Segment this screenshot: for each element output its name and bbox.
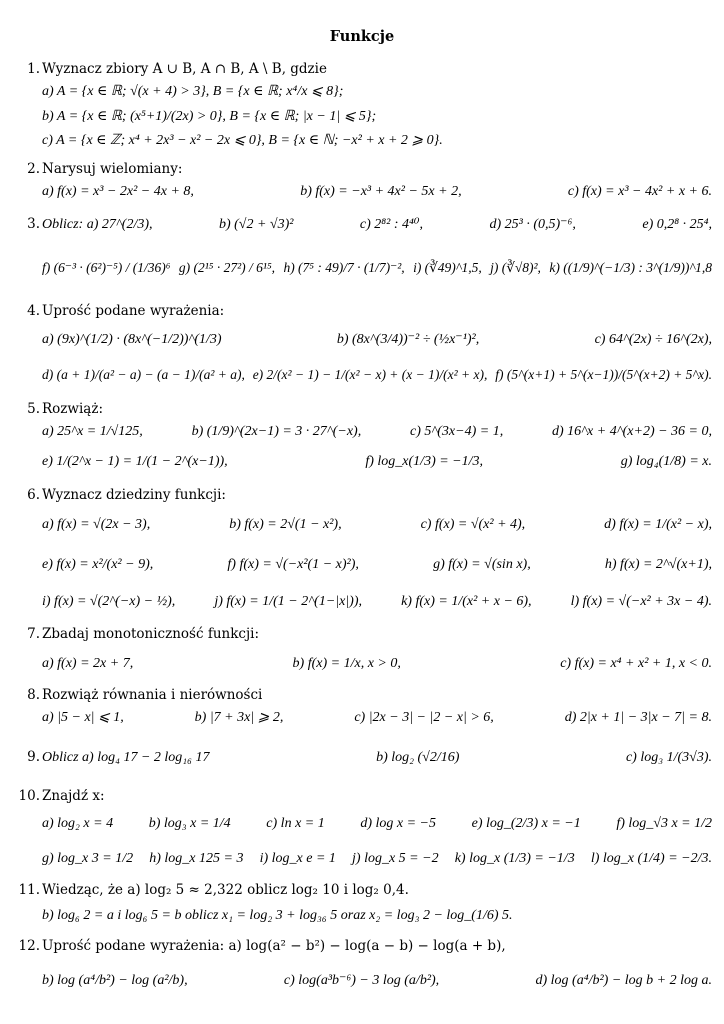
problem-number: 7. [27, 626, 40, 642]
math-expression: j) f(x) = 1/(1 − 2^(1−|x|)), [214, 594, 363, 609]
math-expression: d) 16^x + 4^(x+2) − 36 = 0, [551, 424, 712, 439]
math-expression: a) A = {x ∈ ℝ; √(x + 4) > 3}, B = {x ∈ ℝ; x⁴/x ⩽ 8}; [42, 84, 344, 99]
math-expression: k) f(x) = 1/(x² + x − 6), [401, 594, 532, 609]
math-expression: a) log₂ x = 4 [42, 816, 114, 831]
math-expression: d) 2|x + 1| − 3|x − 7| = 8. [564, 710, 712, 725]
problem-line [42, 360, 712, 390]
problem-line [42, 901, 712, 931]
problem-line [42, 253, 712, 283]
math-expression: b) (√2 + √3)² [218, 217, 294, 232]
math-expression: b) f(x) = 2√(1 − x²), [229, 517, 342, 532]
math-expression: b) log (a⁴/b²) − log (a²/b), [42, 973, 188, 988]
problem-heading [42, 625, 712, 645]
math-expression: g) log₄(1/8) = x. [620, 454, 712, 469]
problem-line [42, 417, 712, 447]
math-expression: k) ((1/9)^(−1/3) : 3^(1/9))^1,8 [549, 260, 712, 276]
math-expression: a) f(x) = 2x + 7, [42, 656, 134, 671]
math-expression: Oblicz a) log₄ 17 − 2 log₁₆ 17 [42, 750, 210, 765]
problem-heading-text: Uprość podane wyrażenia: [42, 303, 225, 320]
problem-line [42, 210, 712, 240]
problem-number: 9. [27, 749, 40, 765]
problem-heading-text: Wyznacz zbiory A ∪ B, A ∩ B, A \ B, gdzie [42, 61, 327, 78]
math-expression: Oblicz: a) 27^(2/3), [42, 217, 153, 232]
math-expression: h) log_x 125 = 3 [149, 851, 244, 866]
math-expression: g) f(x) = √(sin x), [433, 557, 531, 572]
problem-heading [42, 787, 712, 807]
math-expression: d) log (a⁴/b²) − log b + 2 log a. [535, 973, 713, 988]
problem-line [42, 550, 712, 580]
math-expression: c) f(x) = x³ − 4x² + x + 6. [567, 184, 712, 199]
math-expression: j) (∛√8)², [490, 260, 541, 276]
math-expression: e) 0,2⁸ · 25⁴, [642, 217, 712, 232]
math-expression: g) log_x 3 = 1/2 [42, 851, 134, 866]
problem-line [42, 325, 712, 355]
math-expression: b) f(x) = 1/x, x > 0, [292, 656, 401, 671]
problem-number: 11. [18, 882, 40, 898]
math-expression: b) log₂ (√2/16) [376, 750, 460, 765]
problem-heading-text: Narysuj wielomiany: [42, 161, 183, 178]
math-expression: f) log_x(1/3) = −1/3, [365, 454, 484, 469]
math-expression: l) f(x) = √(−x² + 3x − 4). [570, 594, 712, 609]
problem-heading [42, 302, 712, 322]
problem-heading-text: Znajdź x: [42, 788, 105, 805]
problem-line [42, 587, 712, 617]
problem-number: 3. [27, 216, 40, 232]
math-expression: b) f(x) = −x³ + 4x² − 5x + 2, [300, 184, 462, 199]
problem-heading-text: Wyznacz dziedziny funkcji: [42, 487, 226, 504]
problem-line [42, 126, 712, 156]
math-expression: h) f(x) = 2^√(x+1), [604, 557, 713, 572]
math-expression: d) f(x) = 1/(x² − x), [604, 517, 712, 532]
math-expression: e) log_(2/3) x = −1 [471, 816, 581, 831]
problem-heading-text: Uprość podane wyrażenia: a) log(a² − b²) − log(a − b) − log(a + b), [42, 938, 506, 955]
problem-heading-text: Rozwiąż równania i nierówności [42, 687, 263, 704]
page-title: Funkcje [329, 28, 395, 45]
math-expression: c) log(a³b⁻⁶) − 3 log (a/b²), [283, 973, 440, 988]
problem-number: 12. [18, 938, 40, 954]
math-expression: h) (7⁵ : 49)/7 · (1/7)⁻², [283, 260, 405, 276]
problem-number: 8. [27, 687, 40, 703]
math-expression: f) f(x) = √(−x²(1 − x)²), [227, 557, 359, 572]
math-expression: b) log₃ x = 1/4 [148, 816, 231, 831]
problem-heading-text: Rozwiąż: [42, 401, 103, 418]
problem-number: 5. [27, 401, 40, 417]
math-expression: c) f(x) = √(x² + 4), [420, 517, 526, 532]
problem-heading-text: Wiedząc, że a) log₂ 5 ≈ 2,322 oblicz log₂ 10 i log₂ 0,4. [42, 882, 409, 899]
math-expression: i) f(x) = √(2^(−x) − ½), [42, 594, 176, 609]
problem-line [42, 703, 712, 733]
math-expression: f) (6⁻³ · (6²)⁻⁵) / (1/36)⁶ [42, 260, 171, 276]
problem-heading [42, 881, 712, 901]
math-expression: i) (∛49)^1,5, [413, 260, 482, 276]
math-expression: b) (8x^(3/4))⁻² ÷ (½x⁻¹)², [336, 332, 480, 347]
problem-line [42, 177, 712, 207]
math-expression: i) log_x e = 1 [259, 851, 336, 866]
math-expression: d) log x = −5 [360, 816, 437, 831]
problem-line [42, 844, 712, 874]
problem-heading-text: Zbadaj monotoniczność funkcji: [42, 626, 260, 643]
problem-line [42, 743, 712, 773]
math-expression: j) log_x 5 = −2 [352, 851, 439, 866]
problem-heading [42, 937, 712, 957]
math-expression: k) log_x (1/3) = −1/3 [454, 851, 575, 866]
math-expression: a) f(x) = √(2x − 3), [42, 517, 151, 532]
math-expression: e) 1/(2^x − 1) = 1/(1 − 2^(x−1)), [42, 454, 228, 469]
math-expression: f) log_√3 x = 1/2 [616, 816, 713, 831]
problem-line [42, 447, 712, 477]
problem-heading [42, 486, 712, 506]
math-expression: e) f(x) = x²/(x² − 9), [42, 557, 154, 572]
math-expression: d) (a + 1)/(a² − a) − (a − 1)/(a² + a), [42, 367, 245, 383]
math-expression: a) f(x) = x³ − 2x² − 4x + 8, [42, 184, 194, 199]
math-expression: b) |7 + 3x| ⩾ 2, [194, 710, 284, 725]
problem-number: 10. [18, 788, 40, 804]
math-expression: f) (5^(x+1) + 5^(x−1))/(5^(x+2) + 5^x). [495, 367, 712, 383]
math-expression: b) log₆ 2 = a i log₆ 5 = b oblicz x₁ = log₂ 3 + log₃₆ 5 oraz x₂ = log₃ 2 − log_(1/6) 5. [42, 908, 513, 923]
math-expression: a) (9x)^(1/2) · (8x^(−1/2))^(1/3) [42, 332, 222, 347]
math-expression: c) |2x − 3| − |2 − x| > 6, [354, 710, 494, 725]
math-expression: g) (2¹⁵ · 27²) / 6¹⁵, [178, 260, 276, 276]
math-expression: c) ln x = 1 [266, 816, 325, 831]
problem-number: 1. [27, 61, 40, 77]
math-expression: a) |5 − x| ⩽ 1, [42, 710, 124, 725]
math-expression: b) A = {x ∈ ℝ; (x⁵+1)/(2x) > 0}, B = {x ∈ ℝ; |x − 1| ⩽ 5}; [42, 109, 377, 124]
problem-number: 4. [27, 303, 40, 319]
math-expression: c) 64^(2x) ÷ 16^(2x), [594, 332, 713, 347]
math-expression: c) f(x) = x⁴ + x² + 1, x < 0. [560, 656, 713, 671]
math-expression: c) A = {x ∈ ℤ; x⁴ + 2x³ − x² − 2x ⩽ 0}, B = {x ∈ ℕ; −x² + x + 2 ⩾ 0}. [42, 133, 443, 148]
problem-number: 6. [27, 487, 40, 503]
math-expression: b) (1/9)^(2x−1) = 3 · 27^(−x), [191, 424, 362, 439]
math-expression: l) log_x (1/4) = −2/3. [590, 851, 712, 866]
math-expression: e) 2/(x² − 1) − 1/(x² − x) + (x − 1)/(x² + x), [252, 367, 488, 383]
problem-number: 2. [27, 161, 40, 177]
problem-line [42, 966, 712, 996]
problem-line [42, 809, 712, 839]
math-expression: d) 25³ · (0,5)⁻⁶, [489, 217, 576, 232]
math-expression: c) log₃ 1/(3√3). [625, 750, 712, 765]
problem-line [42, 649, 712, 679]
math-expression: c) 5^(3x−4) = 1, [409, 424, 504, 439]
math-expression: a) 25^x = 1/√125, [42, 424, 143, 439]
math-expression: c) 2⁸² : 4⁴⁰, [359, 217, 423, 232]
problem-line [42, 510, 712, 540]
